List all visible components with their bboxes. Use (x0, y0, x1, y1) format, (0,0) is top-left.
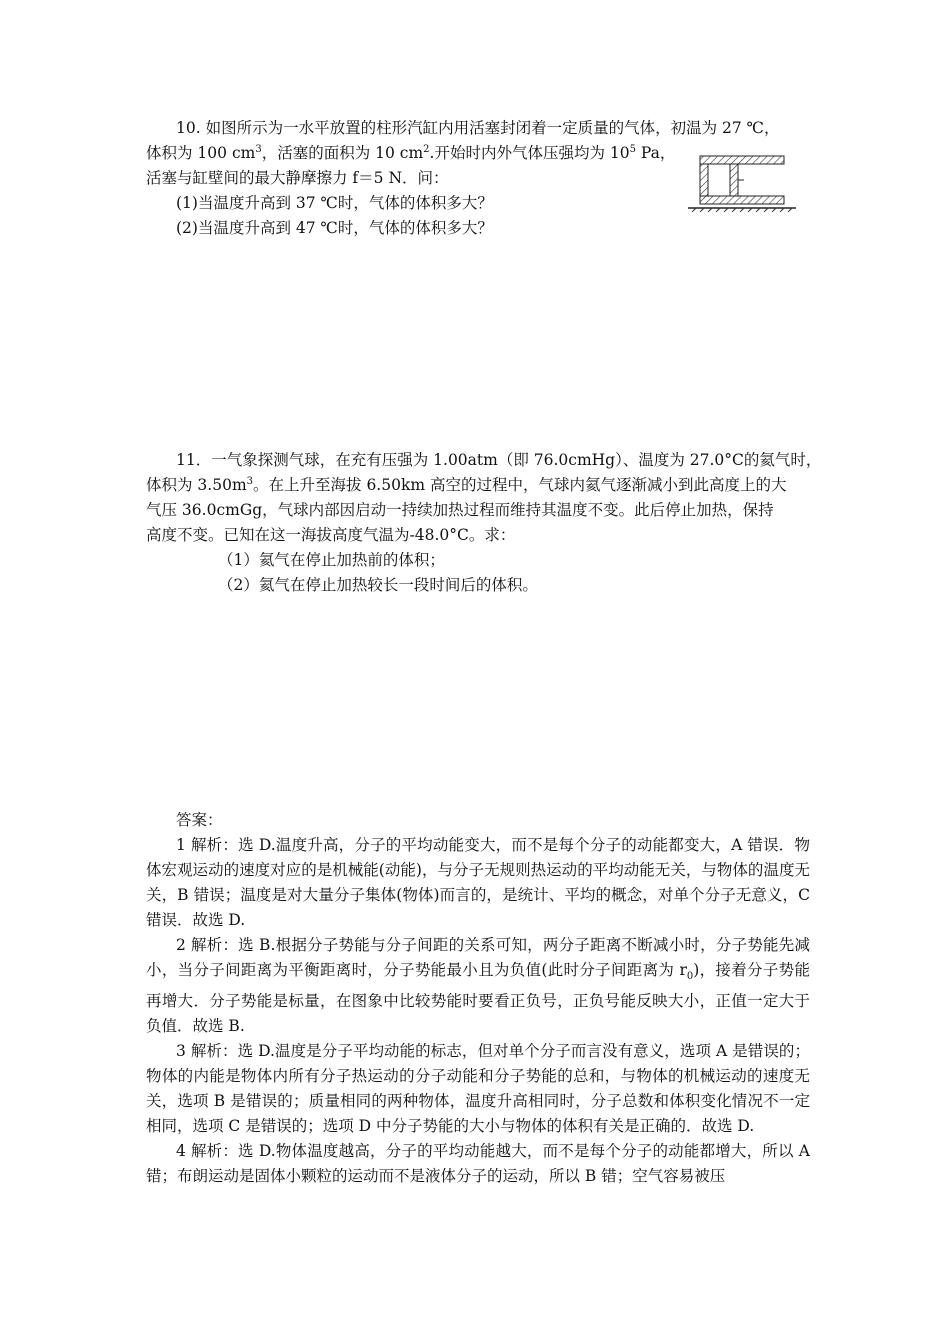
piston (730, 164, 738, 196)
answer-3: 3 解析：选 D.温度是分子平均动能的标志，但对单个分子而言没有意义，选项 A 是错误的；物体的内能是物体内所有分子热运动的分子动能和分子势能的总和，与物体的机械运动的速度无关，选项 B 是错误的；质量相同的两种物体，温度升高相同时，分子总数和体积变化情况不一定相同，选项 C 是错误的；选项 D 中分子势能的大小与物体的体积有关是正确的．故选 D. (146, 1042, 810, 1136)
q11-subquestion-2: （2）氦气在停止加热较长一段时间后的体积。 (218, 576, 538, 594)
q10-subquestion-1: (1)当温度升高到 37 ℃时，气体的体积多大？ (176, 194, 493, 212)
answers-heading: 答案： (176, 811, 223, 829)
q11-line-1: 11．一气象探测气球，在充有压强为 1.00atm（即 76.0cmHg）、温度为 27.0°C的氦气时， (176, 451, 822, 469)
q10-line-2: 体积为 100 $cm^3$，活塞的面积为 10 $cm^2$.开始时内外气体压强均为 $10^5$ Pa， (146, 143, 676, 162)
cylinder-piston-figure (688, 150, 796, 212)
q10-line-1: 10. 如图所示为一水平放置的柱形汽缸内用活塞封闭着一定质量的气体，初温为 27 ℃， (176, 119, 780, 137)
question-11 (146, 448, 822, 598)
cylinder-bottom-wall (700, 196, 784, 204)
answer-1: 1 解析：选 D.温度升高，分子的平均动能变大，而不是每个分子的动能都变大，A 错误．物体宏观运动的速度对应的是机械能(动能)，与分子无规则热运动的平均动能无关，与物体的温度无关，B 错误；温度是对大量分子集体(物体)而言的，是统计、平均的概念，对单个分子无意义，C 错误．故选 D. (146, 836, 810, 929)
q11-line-3: 气压 36.0cmGg，气球内部因启动一持续加热过程而维持其温度不变。此后停止加热，保持 (146, 501, 774, 519)
q10-line-3: 活塞与缸壁间的最大静摩擦力 f＝5 N．问： (146, 169, 449, 187)
q11-subquestion-1: （1）氦气在停止加热前的体积； (218, 551, 445, 569)
answer-4: 4 解析：选 D.物体温度越高，分子的平均动能越大，而不是每个分子的动能都增大，所以 A 错；布朗运动是固体小颗粒的运动而不是液体分子的运动，所以 B 错；空气容易被压 (146, 1142, 810, 1186)
answers-section (146, 808, 810, 1189)
q11-line-4: 高度不变。已知在这一海拔高度气温为-48.0°C。求： (146, 526, 516, 544)
cylinder-end-wall (700, 164, 708, 196)
q11-line-2: 体积为 $3.50m^3$。在上升至海拔 6.50km 高空的过程中，气球内氦气逐渐减小到此高度上的大 (146, 475, 787, 494)
cylinder-top-wall (700, 156, 784, 164)
answer-2: 2 解析：选 B.根据分子势能与分子间距的关系可知，两分子距离不断减小时，分子势能先减小，当分子间距离为平衡距离时，分子势能最小且为负值(此时分子间距离为 $r_0$)，接着分子势能再增大．分子势能是标量，在图象中比较势能时要看正负号，正负号能反映大小，正值一定大于负值．故选 B. (146, 936, 810, 1036)
q10-subquestion-2: (2)当温度升高到 47 ℃时，气体的体积多大？ (176, 219, 493, 237)
